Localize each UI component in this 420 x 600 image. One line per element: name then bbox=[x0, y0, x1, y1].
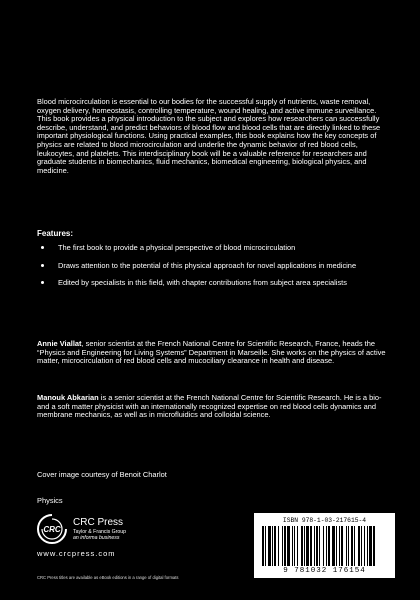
author-name: Annie Viallat bbox=[37, 339, 82, 348]
author-bio-text: , senior scientist at the French National Centre for Scientific Research, France, heads the “Physics and Engineering for Living Systems” Department in Marseille. She works on the physics of active matter, microcirculation of red blood cells and mucociliary clearance in health and disease. bbox=[37, 339, 386, 366]
features-heading: Features: bbox=[37, 229, 74, 238]
isbn-digits: 9 781032 176154 bbox=[283, 567, 366, 575]
feature-text: Draws attention to the potential of this physical approach for novel applications in medicine bbox=[58, 260, 357, 270]
feature-text: Edited by specialists in this field, with chapter contributions from subject area specialists bbox=[58, 278, 347, 288]
book-description: Blood microcirculation is essential to our bodies for the successful supply of nutrients, waste removal, oxygen delivery, homeostasis, controlling temperature, wound healing, and active immune surveillance. This book provides a physical introduction to the subject and explores how researchers can successfully describe, understand, and predict behaviors of blood flow and blood cells that are directly linked to these important physiological functions. Using practical examples, this book explains how the key concepts of physics are related to blood microcirculation and underlie the dynamic behavior of red blood cells, leukocytes, and platelets. This interdisciplinary book will be a valuable reference for researchers and graduate students in biomechanics, fluid mechanics, biomedical engineering, biological physics, and medicine. bbox=[37, 97, 381, 175]
author-bio bbox=[37, 340, 387, 366]
feature-item bbox=[37, 279, 387, 288]
author-bio bbox=[37, 394, 387, 420]
features-list bbox=[37, 244, 387, 297]
feature-item bbox=[37, 244, 387, 253]
author-bio-text: is a senior scientist at the French National Centre for Scientific Research. He is a bio- and a soft matter physicist with an internationally recognized expertise on red blood cells dynamics and membrane mechanics, as well as in microfluidics and colloidal science. bbox=[37, 393, 382, 420]
author-name: Manouk Abkarian bbox=[37, 393, 99, 402]
ebook-footnote: CRC Press titles are available as eBook editions in a range of digital formats bbox=[37, 575, 179, 580]
feature-text: The first book to provide a physical perspective of blood microcirculation bbox=[58, 243, 296, 252]
subject-category: Physics bbox=[37, 496, 63, 505]
barcode-icon bbox=[258, 526, 391, 568]
publisher-url: www.crcpress.com bbox=[37, 549, 116, 558]
isbn-barcode bbox=[254, 513, 395, 578]
publisher-name: CRC Press bbox=[73, 517, 124, 528]
publisher-group: Taylor & Francis Group bbox=[73, 529, 127, 535]
cover-image-credit: Cover image courtesy of Benoit Charlot bbox=[37, 470, 167, 479]
bullet-icon bbox=[41, 281, 44, 284]
bullet-icon bbox=[41, 246, 44, 249]
feature-item bbox=[37, 262, 387, 271]
bullet-icon bbox=[41, 264, 44, 267]
crc-logo-text: CRC bbox=[43, 525, 61, 534]
crc-press-logo-icon bbox=[37, 514, 67, 544]
publisher-business: an informa business bbox=[73, 535, 120, 541]
publisher-block bbox=[37, 514, 187, 564]
isbn-label: ISBN 978-1-03-217615-4 bbox=[282, 517, 367, 524]
